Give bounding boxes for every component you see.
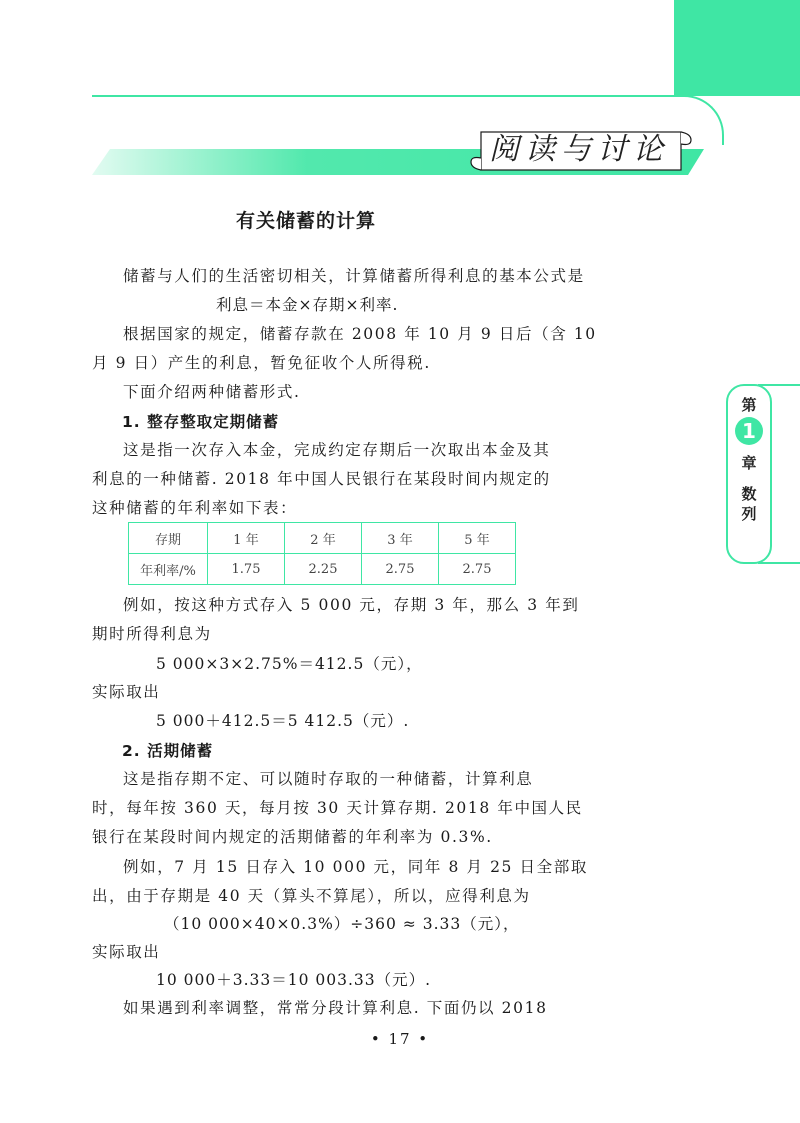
- table-header-cell: 1 年: [208, 523, 285, 554]
- side-tab-zhang: 章: [741, 454, 757, 472]
- table-cell: 2.25: [285, 554, 362, 585]
- table-header-cell: 2 年: [285, 523, 362, 554]
- paragraph-line: 如果遇到利率调整，常常分段计算利息. 下面仍以 2018: [123, 999, 548, 1017]
- paragraph-line: 这种储蓄的年利率如下表：: [92, 499, 298, 517]
- page-title: 有关储蓄的计算: [235, 210, 376, 232]
- formula-example-2a: （10 000×40×0.3%）÷360 ≈ 3.33（元），: [164, 915, 520, 933]
- side-tab-topic: 数列: [741, 485, 757, 523]
- table-row: [129, 523, 516, 554]
- formula-example-2b: 10 000＋3.33＝10 003.33（元）.: [156, 971, 432, 989]
- page-number: • 17 •: [370, 1030, 430, 1048]
- table-cell: 1.75: [208, 554, 285, 585]
- paragraph-line: 这是指一次存入本金，完成约定存期后一次取出本金及其: [123, 441, 551, 459]
- paragraph-line: 实际取出: [92, 683, 161, 701]
- formula-example-1b: 5 000＋412.5＝5 412.5（元）.: [156, 712, 410, 730]
- paragraph-line: 根据国家的规定，储蓄存款在 2008 年 10 月 9 日后（含 10: [123, 325, 597, 343]
- paragraph-line: 例如，按这种方式存入 5 000 元，存期 3 年，那么 3 年到: [123, 596, 580, 614]
- section-heading-2: 2. 活期储蓄: [122, 742, 214, 760]
- paragraph-line: 期时所得利息为: [92, 625, 212, 643]
- formula-basic: 利息＝本金×存期×利率.: [216, 296, 399, 314]
- header-rule: [92, 95, 688, 97]
- table-cell: 2.75: [439, 554, 516, 585]
- table-row: [129, 554, 516, 585]
- table-header-cell: 5 年: [439, 523, 516, 554]
- paragraph-line: 月 9 日）产生的利息，暂免征收个人所得税.: [92, 354, 431, 372]
- rate-table: [128, 522, 516, 585]
- table-cell: 2.75: [362, 554, 439, 585]
- paragraph-line: 时，每年按 360 天，每月按 30 天计算存期. 2018 年中国人民: [92, 799, 583, 817]
- formula-example-1a: 5 000×3×2.75%＝412.5（元），: [156, 655, 423, 673]
- paragraph-line: 实际取出: [92, 943, 161, 961]
- paragraph-line: 例如，7 月 15 日存入 10 000 元，同年 8 月 25 日全部取: [123, 858, 588, 876]
- paragraph-line: 利息的一种储蓄. 2018 年中国人民银行在某段时间内规定的: [92, 470, 551, 488]
- chapter-number-badge: 1: [735, 417, 763, 445]
- section-heading-1: 1. 整存整取定期储蓄: [122, 413, 280, 431]
- paragraph-line: 银行在某段时间内规定的活期储蓄的年利率为 0.3%.: [92, 828, 493, 846]
- side-tab-di: 第: [741, 396, 757, 414]
- table-header-cell: 3 年: [362, 523, 439, 554]
- banner-title: 阅读与讨论: [489, 132, 669, 167]
- table-header-cell: 存期: [129, 523, 208, 554]
- paragraph-line: 储蓄与人们的生活密切相关，计算储蓄所得利息的基本公式是: [123, 267, 585, 285]
- paragraph-line: 下面介绍两种储蓄形式.: [123, 383, 301, 401]
- paragraph-line: 出，由于存期是 40 天（算头不算尾），所以，应得利息为: [92, 887, 531, 905]
- chapter-corner-tab: [674, 0, 800, 96]
- paragraph-line: 这是指存期不定、可以随时存取的一种储蓄，计算利息: [123, 770, 534, 788]
- table-cell: 年利率/%: [129, 554, 208, 585]
